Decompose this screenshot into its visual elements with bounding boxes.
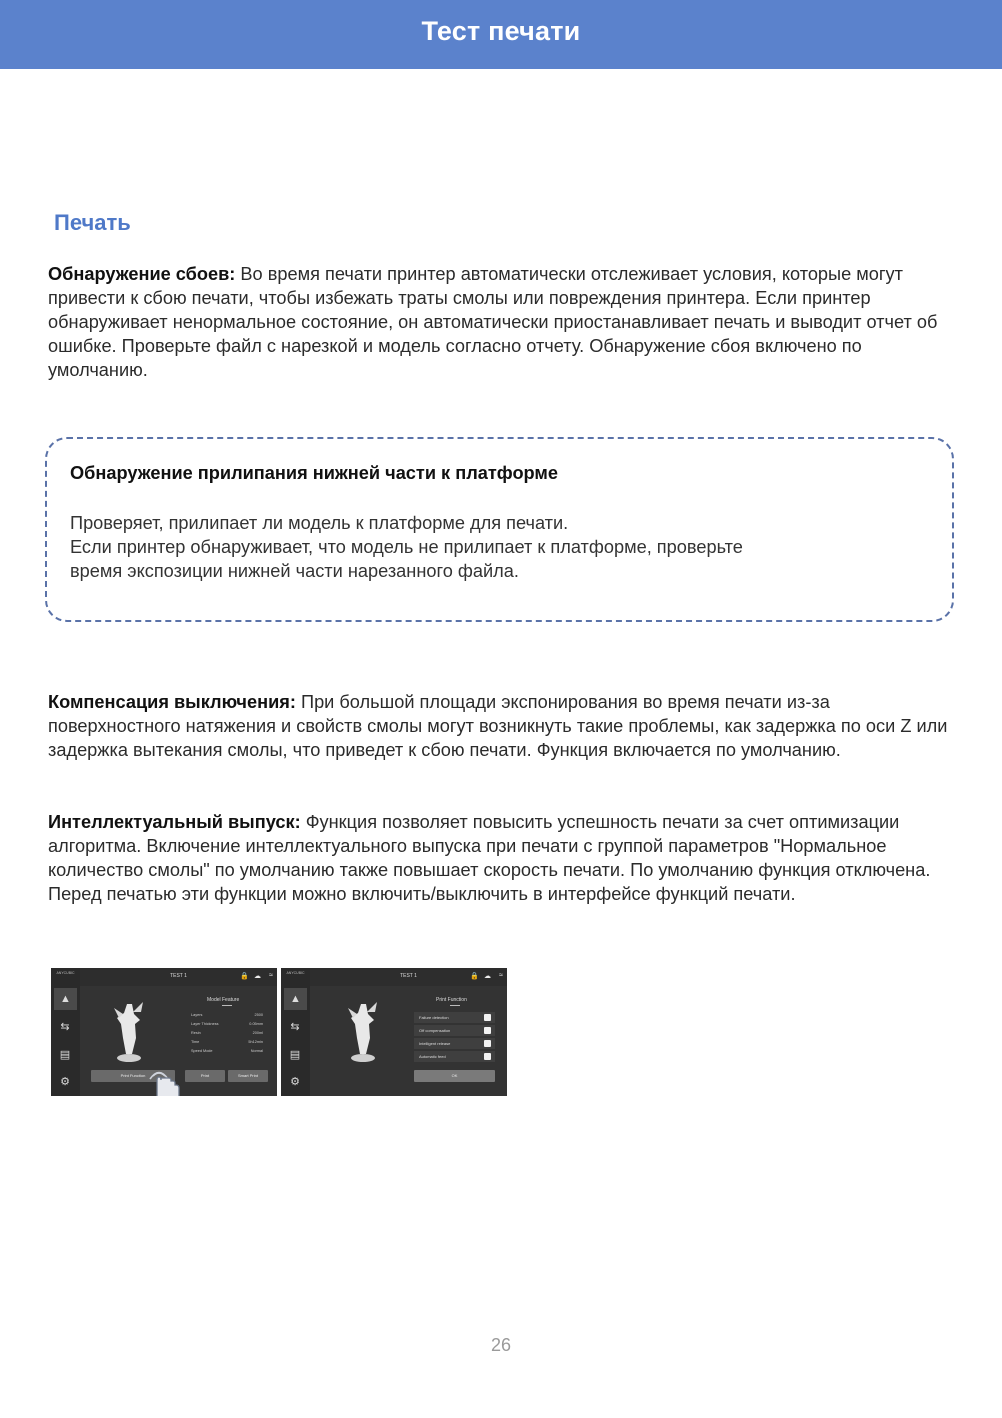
brand-logo: ANYCUBIC [286, 971, 305, 975]
feature-value: Normal [250, 1049, 263, 1053]
feature-label: Layers [191, 1013, 203, 1017]
wifi-icon: ≈ [499, 972, 503, 979]
settings-sliders-icon: ⇆ [60, 1021, 70, 1033]
gear-icon: ⚙ [60, 1076, 70, 1088]
checkbox[interactable] [484, 1053, 491, 1060]
bottom-adhesion-callout [45, 437, 954, 622]
panel-underline [222, 1005, 232, 1006]
panel-underline [450, 1005, 460, 1006]
settings-sliders-icon: ⇆ [290, 1021, 300, 1033]
lock-icon: 🔒 [240, 973, 249, 980]
page-header [0, 0, 1002, 69]
brand-logo: ANYCUBIC [56, 971, 75, 975]
screen-topbar [310, 968, 507, 986]
files-icon: ▤ [289, 1049, 301, 1061]
option-label: Off compensation [419, 1028, 451, 1033]
page-title: Тест печати [421, 16, 581, 46]
panel-title: Model Feature [207, 997, 240, 1003]
failure-detection-text: Во время печати принтер автоматически отслеживает условия, которые могут привести к сбою печати, чтобы избежать траты смолы или повреждения принтера. Если принтер обнаруживает ненормальное состояние, он автоматически приостанавливает печать и выводит отчет об ошибке. Проверьте файл с нарезкой и модель согласно отчету. Обнаружение сбоя включено по умолчанию. [48, 264, 938, 380]
intelligent-release-label: Интеллектуальный выпуск: [48, 812, 301, 832]
feature-row [191, 1022, 263, 1028]
feature-value: 5h12min [248, 1040, 263, 1044]
printer-screen-model-feature [51, 968, 277, 1096]
panel-title: Print Function [436, 997, 467, 1003]
checkbox[interactable] [484, 1027, 491, 1034]
feature-label: Time [191, 1040, 200, 1044]
option-automatic-feed[interactable] [414, 1051, 495, 1062]
checkbox[interactable] [484, 1040, 491, 1047]
off-compensation-text: При большой площади экспонирования во время печати из-за поверхностного натяжения и свойств смолы могут возникнуть такие проблемы, как задержка по оси Z или задержка вытекания смолы, что приведет к сбою печати. Функция включается по умолчанию. [48, 692, 948, 760]
failure-detection-paragraph [48, 262, 958, 382]
intelligent-release-paragraph [48, 810, 958, 906]
screen-topbar [80, 968, 277, 986]
feature-row [191, 1031, 263, 1037]
file-name: TEST 1 [170, 973, 187, 979]
failure-detection-label: Обнаружение сбоев: [48, 264, 236, 284]
feature-row [191, 1049, 263, 1055]
option-label: Automatic feed [419, 1054, 446, 1059]
lock-icon: 🔒 [470, 973, 479, 980]
feature-value: 200ml [252, 1031, 263, 1035]
print-button[interactable]: Print [185, 1070, 225, 1082]
model-preview [343, 998, 383, 1064]
option-label: Failure detection [419, 1015, 449, 1020]
section-title: Печать [54, 210, 131, 235]
print-function-button[interactable]: Print Function [91, 1070, 175, 1082]
checkbox[interactable] [484, 1014, 491, 1021]
option-off-compensation[interactable] [414, 1025, 495, 1036]
feature-value: 0.05mm [249, 1022, 263, 1026]
wifi-icon: ≈ [269, 972, 273, 979]
option-label: Intelligent release [419, 1041, 451, 1046]
callout-line: время экспозиции нижней части нарезанного файла. [70, 561, 519, 581]
page-number: 26 [490, 1335, 512, 1355]
ok-button[interactable]: OK [414, 1070, 495, 1082]
callout-title: Обнаружение прилипания нижней части к платформе [70, 463, 558, 483]
print-icon: ▲ [284, 988, 307, 1010]
printer-screen-print-function [281, 968, 507, 1096]
files-icon: ▤ [59, 1049, 71, 1061]
off-compensation-label: Компенсация выключения: [48, 692, 296, 712]
option-intelligent-release[interactable] [414, 1038, 495, 1049]
callout-line: Если принтер обнаруживает, что модель не прилипает к платформе, проверьте [70, 537, 743, 557]
off-compensation-paragraph [48, 690, 958, 762]
feature-row [191, 1040, 263, 1046]
feature-label: Layer Thickness [191, 1022, 219, 1026]
file-name: TEST 1 [400, 973, 417, 979]
intelligent-release-text: Функция позволяет повысить успешность печати за счет оптимизации алгоритма. Включение интеллектуального выпуска при печати с группой параметров "Нормальное количество смолы" по умолчанию также повышает скорость печати. По умолчанию функция отключена. Перед печатью эти функции можно включить/выключить в интерфейсе функций печати. [48, 812, 931, 904]
screen-sidebar [281, 968, 310, 1096]
option-failure-detection[interactable] [414, 1012, 495, 1023]
screen-sidebar [51, 968, 80, 1096]
feature-row [191, 1013, 263, 1019]
feature-label: Resin [191, 1031, 201, 1035]
model-preview [109, 998, 149, 1064]
print-icon: ▲ [54, 988, 77, 1010]
smart-print-button[interactable]: Smart Print [228, 1070, 268, 1082]
cloud-icon: ☁ [254, 973, 261, 980]
callout-body [70, 511, 910, 583]
feature-value: 2500 [254, 1013, 263, 1017]
feature-label: Speed Mode [191, 1049, 213, 1053]
gear-icon: ⚙ [290, 1076, 300, 1088]
callout-line: Проверяет, прилипает ли модель к платформе для печати. [70, 513, 569, 533]
tap-hand-icon [145, 1066, 185, 1096]
cloud-icon: ☁ [484, 973, 491, 980]
